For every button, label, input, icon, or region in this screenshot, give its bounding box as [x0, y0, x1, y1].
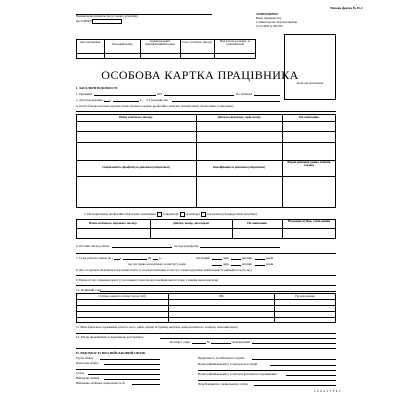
- approval-l3: та Міністерства оборони України: [256, 20, 298, 24]
- pg-col-year: Рік закінчення: [247, 221, 267, 225]
- item6-label: 6. Останнє місце роботи: [76, 244, 110, 248]
- total-years-field[interactable]: [255, 259, 265, 260]
- item7-months: місяців: [242, 256, 252, 260]
- item10-label: 10. Родинний стан: [76, 288, 101, 292]
- mil-composition-label: Склад: [76, 371, 85, 375]
- mil-rank-label: Військове звання: [76, 376, 100, 380]
- mil-specialty-field[interactable]: [132, 384, 160, 385]
- postgrad-checkbox[interactable]: [157, 212, 162, 217]
- marital-status-field[interactable]: [100, 291, 336, 292]
- actual-address-field[interactable]: [76, 333, 336, 334]
- dob-month-field[interactable]: [113, 101, 139, 102]
- bonus-days-field[interactable]: [212, 265, 222, 266]
- passport-number-label: №: [207, 340, 211, 344]
- passport-extra-line[interactable]: [76, 348, 336, 349]
- bonus-years-field[interactable]: [255, 265, 265, 266]
- fam-col-birth-year: Рік народження: [295, 293, 315, 298]
- dob-quote: »: [110, 98, 112, 102]
- pg-col-institution: Назва освітнього, наукового закладу: [89, 221, 137, 225]
- surname-field[interactable]: [94, 95, 156, 96]
- adjunct-checkbox[interactable]: [180, 212, 185, 217]
- passport-series-label: Паспорт: серія: [170, 340, 190, 344]
- col-tab-number: Табельний номер: [111, 42, 133, 46]
- approval-l2: Наказ Держкомстату: [256, 16, 282, 20]
- item7-days: днів: [223, 256, 229, 260]
- item7-label: 7. Стаж роботи станом на «: [76, 256, 114, 260]
- passport-series-field[interactable]: [192, 343, 206, 344]
- item7-bonus-months: місяців: [242, 262, 252, 266]
- form-number-tag: Типова форма № П-2: [330, 6, 363, 10]
- edu-col-specialty: Спеціальність (професія) за дипломом (свідоцтвом): [102, 165, 170, 169]
- col-fill-date: Дата заповнення: [79, 40, 101, 44]
- item7-bonus-days: днів: [223, 262, 229, 266]
- col-gender: Стать (чоловіча, жіноча): [181, 40, 213, 44]
- name-field[interactable]: [164, 95, 234, 96]
- passport-issued-label: , ким виданий: [231, 340, 251, 344]
- item8-label: 8. Дата та причина звільнення (скорочення штатів; за власним бажанням, за прогул та інші порушення, невідповідність займаній посаді тощо): [76, 268, 252, 272]
- page-title: ОСОБОВА КАРТКА ПРАЦІВНИКА: [101, 68, 299, 82]
- mil-rank-field[interactable]: [104, 379, 160, 380]
- edrpou-code-box[interactable]: [92, 19, 122, 24]
- approval-l1: ЗАТВЕРДЖЕНО: [256, 12, 278, 16]
- mil-office-actual-field[interactable]: [286, 375, 336, 376]
- dismissal-field[interactable]: [76, 275, 336, 276]
- pg-col-degree: Науковий ступінь, учене звання: [288, 219, 330, 223]
- approval-l4: 25.12.2009 № 495/656: [256, 24, 283, 28]
- seniority-year-field[interactable]: [153, 259, 158, 260]
- mil-office-reg-extra-line[interactable]: [198, 370, 336, 371]
- mil-office-reg-label: Назва райвійськкомату за місцем реєстрації: [198, 362, 258, 366]
- photo-box[interactable]: [284, 34, 336, 100]
- patronymic-label: По батькові: [236, 92, 252, 96]
- mil-category-field[interactable]: [104, 364, 160, 365]
- bonus-months-field[interactable]: [231, 265, 241, 266]
- col-work-type: Вид роботи (основна, за сумісництвом): [220, 39, 250, 47]
- name-label: Ім'я: [157, 92, 163, 96]
- surname-label: 1. Прізвище: [76, 92, 93, 96]
- dob-year-suffix: р.: [140, 98, 143, 102]
- pension-field[interactable]: [76, 285, 336, 286]
- seniority-month-field[interactable]: [123, 259, 147, 260]
- passport-issued-field[interactable]: [252, 343, 336, 344]
- edu-col-qualification: Кваліфікація за дипломом (свідоцтвом): [213, 165, 265, 169]
- item5-label: 5. Післядипломна професійна підготовка: навчання в аспірантурі ад'юнктурі докторантурі (підкреслити потрібне): [84, 212, 257, 217]
- mil-category-label: Категорія обліку: [76, 361, 99, 365]
- mil-office-actual-label: Назва райвійськкомату за місцем фактичного проживання: [198, 372, 277, 376]
- item6-position-label: посада (професія): [174, 244, 199, 248]
- registered-address-field[interactable]: [160, 338, 336, 339]
- footer-code: 1 8 0 0 1 7 5 0 7: [314, 390, 341, 393]
- item7-century: 20: [148, 256, 152, 260]
- item9-label: 9. Відомості про отримання пенсії (у разі наявності вказати вид пенсійних виплат згідно з чинним законодавством): [76, 278, 219, 282]
- mil-special-label: Перебування на спеціальному обліку: [198, 382, 249, 386]
- edrpou-label: Код ЄДРПОУ: [76, 20, 93, 23]
- mil-specialty-label: Військово-облікова спеціальність №: [76, 381, 126, 385]
- edu-col-institution: Назва освітнього закладу: [119, 115, 153, 119]
- item7-quote: »: [120, 256, 122, 260]
- item7-total-label: Загальний: [196, 256, 210, 260]
- education-label: 4. Освіта (базова загальна середня, повна загальна середня, професійно-технічна, неповна вища, базова вища, повна вища): [76, 104, 234, 108]
- education-field[interactable]: [76, 111, 336, 112]
- citizenship-label: 3. Громадянство: [146, 98, 169, 102]
- item7-year-suffix: р.: [159, 256, 162, 260]
- item11-label: 11. Місце фактичного проживання (область, місто, район, вулиця, № будинку, квартири, номер контактного телефону, поштовий індекс): [76, 326, 238, 329]
- mil-group-field[interactable]: [100, 359, 160, 360]
- total-days-field[interactable]: [212, 259, 222, 260]
- mil-extra-line[interactable]: [76, 369, 160, 370]
- org-name-label: Найменування підприємства (установи, організації): [76, 15, 138, 18]
- item12-label: 12. Місце проживання за державною реєстрацією: [76, 335, 144, 339]
- edu-col-year: Рік закінчення: [299, 115, 319, 119]
- photo-label: місце для фотокартки: [296, 81, 324, 85]
- mil-office-actual-extra-line[interactable]: [198, 380, 336, 381]
- mil-fitness-label: Придатність до військової служби: [198, 356, 245, 360]
- edu-col-diploma: Диплом (свідоцтво), серія, номер: [217, 115, 261, 119]
- mil-office-reg-field[interactable]: [270, 365, 336, 366]
- mil-fitness-field[interactable]: [252, 359, 336, 360]
- fam-col-name: ПІБ: [218, 293, 224, 298]
- mil-special-field[interactable]: [254, 385, 336, 386]
- passport-number-field[interactable]: [211, 343, 231, 344]
- citizenship-field[interactable]: [172, 101, 280, 102]
- doctoral-checkbox[interactable]: [201, 212, 206, 217]
- last-position-field[interactable]: [200, 247, 280, 248]
- last-job-field[interactable]: [112, 247, 172, 248]
- fam-col-relation: Ступінь родинного зв'язку (склад сім'ї): [98, 293, 146, 298]
- edu-col-form: Форма навчання (денна, вечірня, заочна): [287, 160, 331, 168]
- total-months-field[interactable]: [231, 259, 241, 260]
- mil-composition-field[interactable]: [88, 374, 160, 375]
- patronymic-field[interactable]: [254, 95, 280, 96]
- mil-group-label: Група обліку: [76, 356, 94, 360]
- last-job-extra-line[interactable]: [76, 253, 336, 254]
- pg-col-diploma: Диплом, номер, дата видачі: [172, 221, 209, 225]
- section2-heading: ІІ. ВІДОМОСТІ ПРО ВІЙСЬКОВИЙ ОБЛІК: [76, 351, 146, 355]
- col-tax-id: Індивідуальний ідентифікаційний номер: [145, 39, 175, 47]
- item7-years: років: [266, 256, 274, 260]
- item7-bonus-label: що дає право на надбавку за вислугу років: [128, 262, 186, 266]
- item7-bonus-years: років: [266, 262, 274, 266]
- section1-heading: І. ЗАГАЛЬНІ ВІДОМОСТІ: [76, 86, 118, 90]
- dob-label: 2. Дата народження «: [76, 98, 106, 102]
